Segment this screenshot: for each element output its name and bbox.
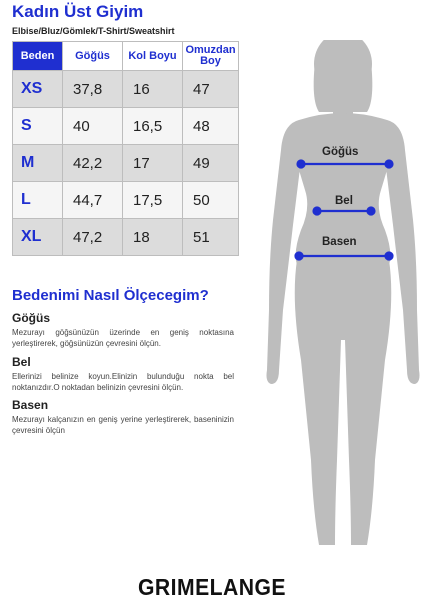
boy-value: 51 (183, 219, 239, 256)
boy-value: 47 (183, 71, 239, 108)
section-text-basen: Mezurayı kalçanızın en geniş yerine yerleştirerek, baseninizin çevresini ölçün (12, 415, 234, 435)
size-label: M (13, 145, 63, 182)
section-title-gogus: Göğüs (12, 311, 50, 325)
section-text-gogus: Mezurayı göğsünüzün üzerinde en geniş noktasına yerleştirerek, göğsünüzün çevresini ölçün. (12, 328, 234, 348)
boy-value: 50 (183, 182, 239, 219)
gogus-value: 44,7 (63, 182, 123, 219)
chest-measure-right-dot (386, 161, 393, 168)
section-title-basen: Basen (12, 398, 49, 412)
gogus-value: 47,2 (63, 219, 123, 256)
size-label: XL (13, 219, 63, 256)
kol-value: 16 (123, 71, 183, 108)
section-text-bel: Ellerinizi belinize koyun.Elinizin bulunduğu nokta bel noktanızdır.O noktadan belinizin çevresini ölçün. (12, 372, 234, 392)
table-header-row (13, 42, 239, 71)
brand-logo-text: GRIMELANGE (137, 574, 287, 600)
header-kol-boyu: Kol Boyu (123, 42, 183, 71)
hip-measure-right-dot (386, 253, 393, 260)
size-label: XS (13, 71, 63, 108)
page-title: Kadın Üst Giyim (12, 2, 144, 21)
hip-label: Basen (322, 236, 357, 248)
waist-measure-left-dot (314, 208, 321, 215)
chest-measure-left-dot (298, 161, 305, 168)
chest-label: Göğüs (322, 146, 359, 158)
header-omuzdan-boy: Omuzdan Boy (183, 42, 239, 71)
table-row (13, 145, 239, 182)
waist-measure-right-dot (368, 208, 375, 215)
body-silhouette (267, 40, 420, 545)
waist-label: Bel (335, 195, 353, 207)
table-row (13, 219, 239, 256)
header-gogus: Göğüs (63, 42, 123, 71)
size-label: L (13, 182, 63, 219)
page-subtitle: Elbise/Bluz/Gömlek/T-Shirt/Sweatshirt (12, 26, 175, 36)
gogus-value: 37,8 (63, 71, 123, 108)
size-label: S (13, 108, 63, 145)
hip-measure-left-dot (296, 253, 303, 260)
table-row (13, 182, 239, 219)
boy-value: 48 (183, 108, 239, 145)
gogus-value: 42,2 (63, 145, 123, 182)
kol-value: 18 (123, 219, 183, 256)
size-table (12, 41, 239, 256)
gogus-value: 40 (63, 108, 123, 145)
table-row (13, 71, 239, 108)
how-to-measure-title: Bedenimi Nasıl Ölçecegim? (12, 287, 209, 304)
header-beden: Beden (13, 42, 63, 71)
body-silhouette-figure (255, 40, 421, 560)
kol-value: 16,5 (123, 108, 183, 145)
section-title-bel: Bel (12, 355, 31, 369)
kol-value: 17 (123, 145, 183, 182)
boy-value: 49 (183, 145, 239, 182)
table-row (13, 108, 239, 145)
kol-value: 17,5 (123, 182, 183, 219)
